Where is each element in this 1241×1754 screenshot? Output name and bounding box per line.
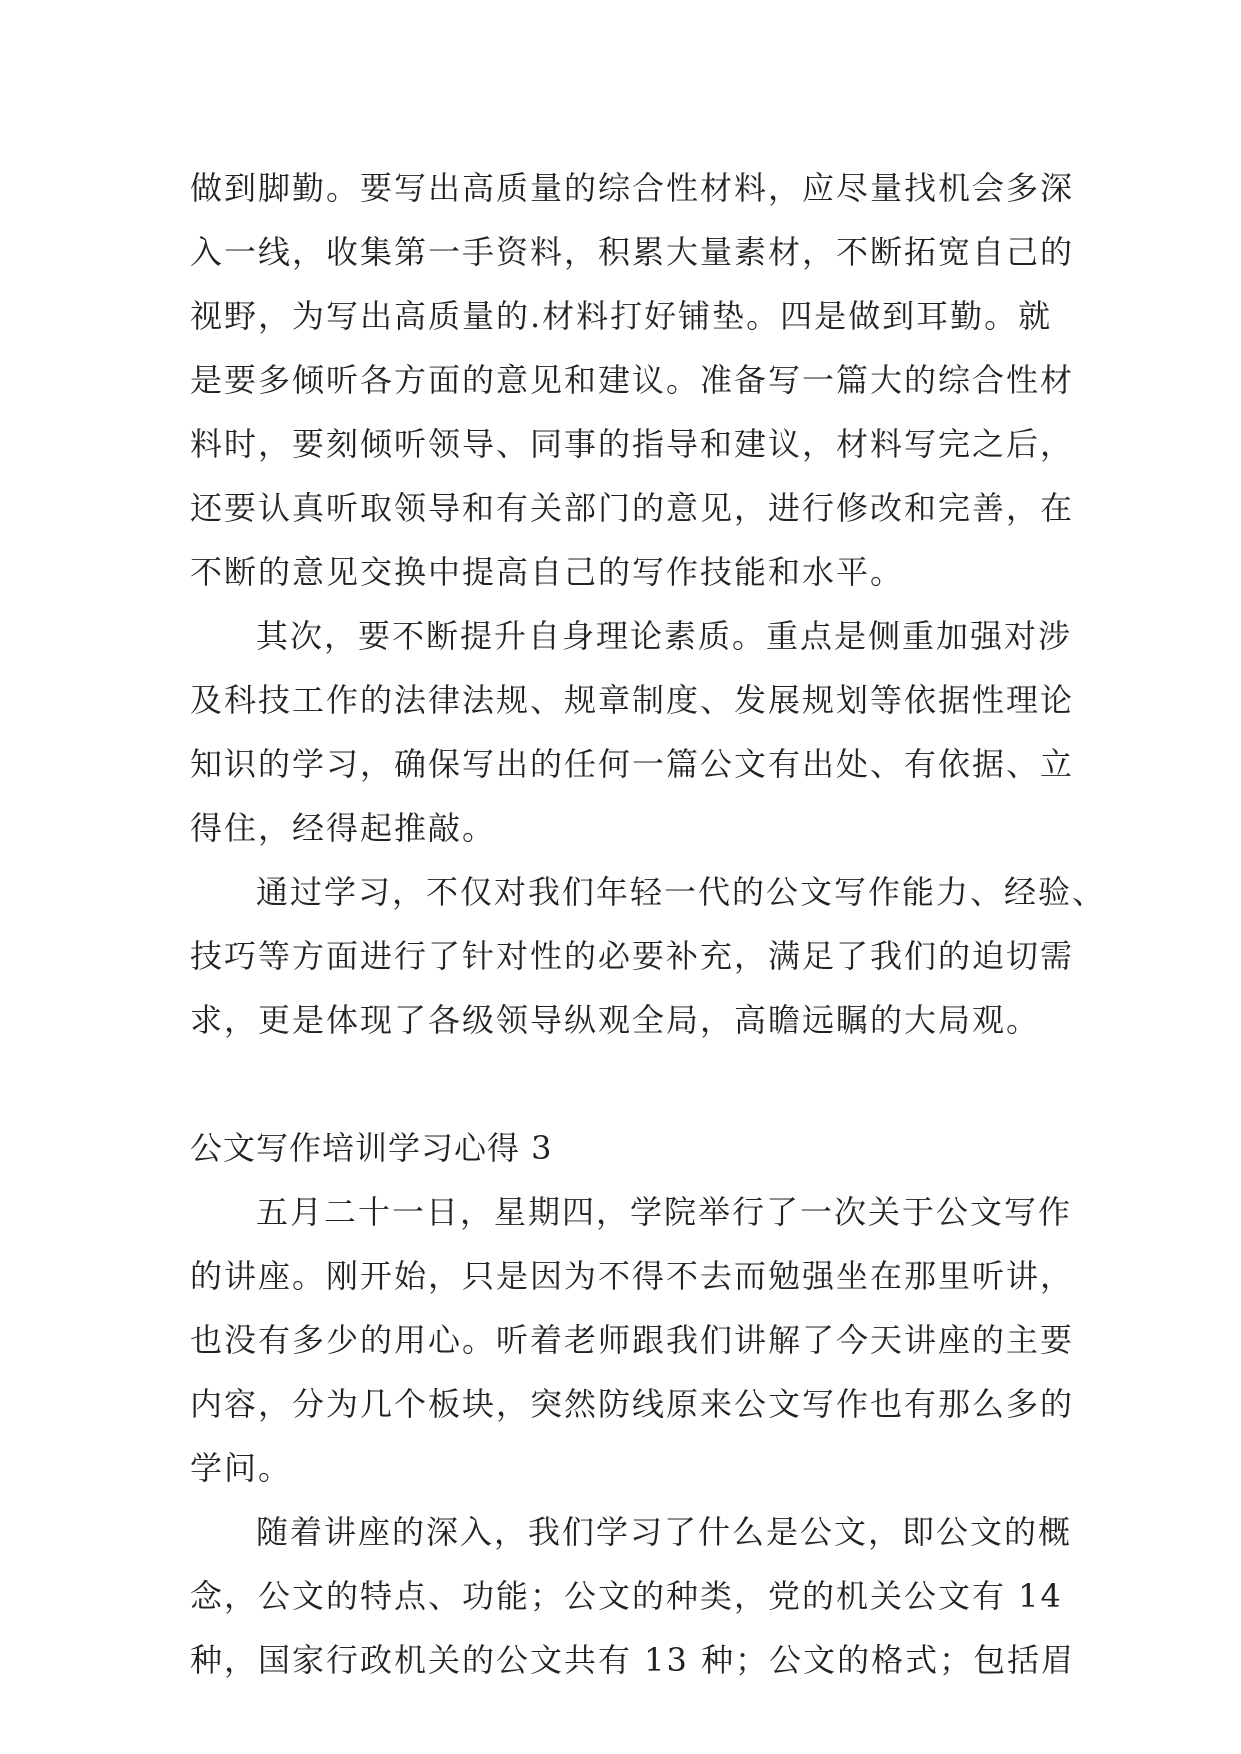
document-body	[190, 156, 1107, 1692]
text-line: 念，公文的特点、功能；公文的种类，党的机关公文有 14	[190, 1577, 1063, 1615]
text-line: 技巧等方面进行了针对性的必要补充，满足了我们的迫切需	[190, 937, 1075, 975]
text-line: 求，更是体现了各级领导纵观全局，高瞻远瞩的大局观。	[190, 1001, 1041, 1039]
text-line: 入一线，收集第一手资料，积累大量素材，不断拓宽自己的	[190, 233, 1075, 271]
paragraph-2	[190, 604, 1075, 860]
text-line: 也没有多少的用心。听着老师跟我们讲解了今天讲座的主要	[190, 1321, 1075, 1359]
text-line: 做到脚勤。要写出高质量的综合性材料，应尽量找机会多深	[190, 169, 1075, 207]
text-line: 随着讲座的深入，我们学习了什么是公文，即公文的概	[256, 1513, 1073, 1551]
text-line: 及科技工作的法律法规、规章制度、发展规划等依据性理论	[190, 681, 1075, 719]
text-line: 不断的意见交换中提高自己的写作技能和水平。	[190, 553, 905, 591]
text-line: 种，国家行政机关的公文共有 13 种；公文的格式；包括眉	[190, 1641, 1076, 1679]
text-line: 是要多倾听各方面的意见和建议。准备写一篇大的综合性材	[190, 361, 1075, 399]
text-line: 还要认真听取领导和有关部门的意见，进行修改和完善，在	[190, 489, 1075, 527]
text-line: 通过学习，不仅对我们年轻一代的公文写作能力、经验、	[256, 873, 1107, 911]
paragraph-4	[190, 1180, 1075, 1500]
text-line: 学问。	[190, 1449, 293, 1487]
paragraph-spacer	[190, 1052, 1060, 1116]
paragraph-1	[190, 156, 1075, 604]
text-line: 内容，分为几个板块，突然防线原来公文写作也有那么多的	[190, 1385, 1075, 1423]
text-line: 料时，要刻倾听领导、同事的指导和建议，材料写完之后，	[190, 425, 1075, 463]
text-line: 五月二十一日，星期四，学院举行了一次关于公文写作	[256, 1193, 1073, 1231]
paragraph-3	[190, 860, 1107, 1052]
section-title: 公文写作培训学习心得 3	[190, 1129, 553, 1167]
paragraph-5	[190, 1500, 1076, 1692]
text-line: 其次，要不断提升自身理论素质。重点是侧重加强对涉	[256, 617, 1073, 655]
text-line: 的讲座。刚开始，只是因为不得不去而勉强坐在那里听讲，	[190, 1257, 1075, 1295]
text-line: 视野，为写出高质量的.材料打好铺垫。四是做到耳勤。就	[190, 297, 1053, 335]
text-line: 知识的学习，确保写出的任何一篇公文有出处、有依据、立	[190, 745, 1075, 783]
text-line: 得住，经得起推敲。	[190, 809, 497, 847]
